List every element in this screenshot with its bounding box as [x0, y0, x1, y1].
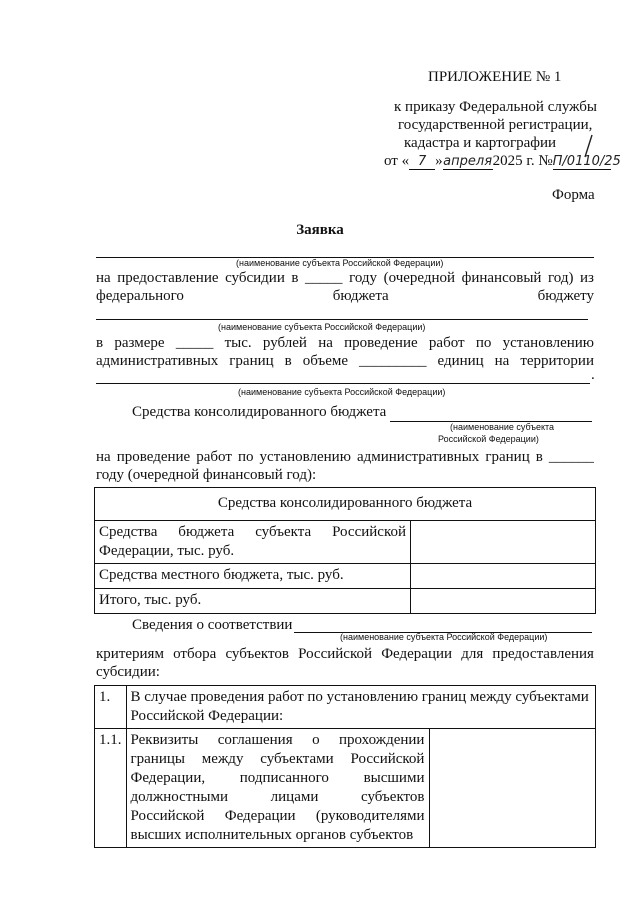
word: году [349, 270, 378, 286]
criteria-table [94, 685, 596, 848]
word: Российской [298, 646, 373, 662]
budget-row-subject-value[interactable] [411, 521, 596, 564]
word: субъектов [225, 646, 289, 662]
word: предоставления [492, 646, 594, 662]
word: предоставление [117, 270, 219, 286]
word: на [96, 449, 111, 465]
budget-table-header: Средства консолидированного бюджета [95, 488, 596, 521]
word: на [494, 353, 510, 369]
word: высших исполнительных органов субъектов [130, 827, 414, 843]
word: прохождении [339, 732, 425, 748]
word: о [312, 732, 320, 748]
criteria-row-2-value[interactable] [429, 729, 596, 848]
word: административных [96, 353, 219, 369]
word: ______ [548, 449, 594, 465]
criteria-row-2-num: 1.1. [95, 729, 127, 848]
word: соглашения [217, 732, 293, 748]
date-month: апреля [443, 154, 493, 169]
word: в [535, 449, 543, 465]
word: Российской [130, 808, 205, 824]
consolidated-label: Средства консолидированного бюджета [132, 404, 387, 420]
word: единиц [437, 353, 484, 369]
word: _____ [305, 270, 343, 286]
word: Российской [350, 751, 425, 767]
budget-row-local-label: Средства местного бюджета, тыс. руб. [95, 564, 411, 589]
criteria-text-line [131, 788, 425, 807]
compliance-line-1 [96, 646, 594, 663]
criteria-text-line [131, 769, 425, 788]
compliance-label: Сведения о соответствии [132, 617, 293, 633]
word: _________ [359, 353, 427, 369]
word: установлению [259, 449, 351, 465]
word: Федерации [224, 808, 296, 824]
subject-hint-2: (наименование субъекта Российской Федерации) [218, 322, 426, 332]
word: по [237, 449, 254, 465]
subject-blank-line-3 [96, 383, 590, 384]
compliance-line-2: субсидии: [96, 664, 160, 680]
criteria-row-1-text: В случае проведения работ по установлению границ между субъектами Российской Федерации: [126, 686, 596, 729]
consolidated-hint-1: (наименование субъекта [450, 422, 555, 432]
word: в [96, 335, 104, 351]
word: административных [356, 449, 480, 465]
budget-row-subject-label: Средства бюджета субъекта Российской Федерации, тыс. руб. [95, 521, 411, 564]
paragraph-2-line-2 [96, 353, 594, 370]
word: для [461, 646, 484, 662]
word: рублей [262, 335, 307, 351]
word: в [291, 270, 299, 286]
word: критериям [96, 646, 164, 662]
word: бюджета [332, 288, 389, 304]
word: границ [485, 449, 530, 465]
subject-hint-1: (наименование субъекта Российской Федерации) [236, 258, 444, 268]
criteria-text-line [131, 807, 425, 826]
word: между [201, 751, 244, 767]
word: субъектов [361, 789, 425, 805]
order-line-2: государственной регистрации, [398, 117, 593, 133]
criteria-text-line [131, 826, 425, 845]
word: работ [428, 335, 465, 351]
order-line-3: кадастра и картографии [404, 135, 557, 151]
word: субсидии [225, 270, 285, 286]
word: проведение [116, 449, 191, 465]
word: границы [130, 751, 185, 767]
word: работ [196, 449, 232, 465]
word: территории [520, 353, 594, 369]
budget-row-local-value[interactable] [411, 564, 596, 589]
appendix-title: ПРИЛОЖЕНИЕ № 1 [428, 69, 562, 85]
word: высшими [363, 770, 425, 786]
word: из [580, 270, 594, 286]
word: лицами [270, 789, 319, 805]
order-line-1: к приказу Федеральной службы [394, 99, 598, 115]
word: проведение [344, 335, 418, 351]
budget-table [94, 487, 596, 614]
paragraph-2-line-1 [96, 335, 594, 352]
form-label: Форма [552, 187, 595, 203]
consolidated-line-2: году (очередной финансовый год): [96, 467, 317, 483]
date-prefix: от « [384, 153, 410, 169]
word: отбора [173, 646, 217, 662]
consolidated-line-1 [96, 449, 594, 466]
word: год) [547, 270, 574, 286]
word: бюджету [537, 288, 594, 304]
word: финансовый [461, 270, 542, 286]
word: субъектами [260, 751, 334, 767]
criteria-text-line [131, 750, 425, 769]
compliance-hint: (наименование субъекта Российской Федерации) [340, 632, 548, 642]
order-date-line [384, 153, 621, 170]
word: Реквизиты [130, 732, 199, 748]
word: тыс. [224, 335, 252, 351]
word: в [284, 353, 292, 369]
subject-blank-line-2 [96, 319, 588, 320]
word: по [475, 335, 492, 351]
date-day: 7 [409, 154, 435, 170]
word: подписанного [239, 770, 329, 786]
word: Федерации, [130, 770, 206, 786]
budget-row-total-label: Итого, тыс. руб. [95, 589, 411, 614]
paragraph-2-end-dot: . [591, 367, 595, 383]
date-number: П/0110/25 [552, 154, 621, 169]
word: _____ [175, 335, 214, 351]
consolidated-hint-2: Российской Федерации) [438, 434, 539, 444]
criteria-row-1-num: 1. [95, 686, 127, 729]
word: на [96, 270, 111, 286]
word: должностными [130, 789, 229, 805]
word: (очередной [383, 270, 456, 286]
paragraph-1-line-2 [96, 288, 594, 305]
criteria-row-2-text [126, 729, 429, 848]
date-year: 2025 г. № [492, 153, 553, 169]
word: границ [229, 353, 274, 369]
criteria-text-line [131, 731, 425, 750]
word: Федерации [381, 646, 453, 662]
word: федерального [96, 288, 184, 304]
word: установлению [502, 335, 594, 351]
budget-row-total-value[interactable] [411, 589, 596, 614]
paragraph-1-line-1 [96, 270, 594, 287]
word: объеме [302, 353, 349, 369]
word: на [318, 335, 333, 351]
subject-hint-3: (наименование субъекта Российской Федерации) [238, 387, 446, 397]
word: размере [114, 335, 165, 351]
page-title: Заявка [296, 222, 344, 238]
word: (руководителями [315, 808, 425, 824]
date-mid: » [435, 153, 443, 169]
